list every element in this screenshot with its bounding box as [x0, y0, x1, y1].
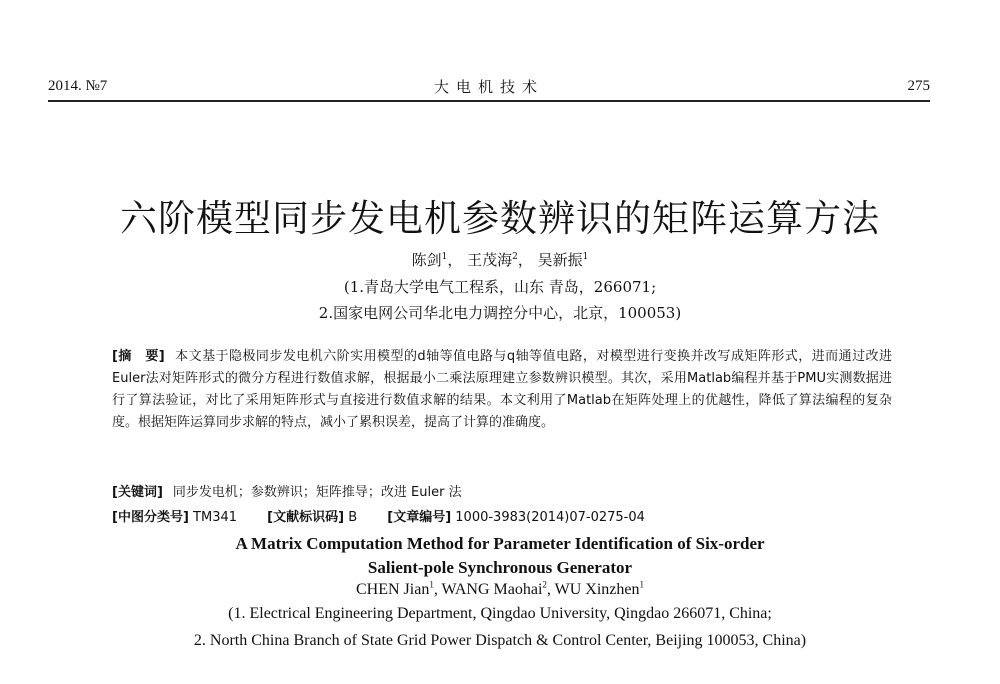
journal-name: 大电机技术 [433, 78, 544, 96]
classification-line [112, 506, 645, 525]
author-name: WANG Maohai [441, 581, 543, 598]
affiliation-chinese-2: 2.国家电网公司华北电力调控分中心，北京，100053) [318, 304, 682, 322]
affiliation-chinese-1: (1.青岛大学电气工程系，山东 青岛，266071; [343, 278, 657, 296]
running-header [48, 72, 930, 100]
author-name: CHEN Jian [356, 581, 430, 598]
doc-code-label: [文献标识码] [267, 510, 345, 525]
author-name: 吴新振 [537, 251, 583, 269]
clc-value: TM341 [193, 510, 238, 525]
keywords-chinese [112, 481, 462, 500]
affiliation-marker: 1 [582, 252, 589, 262]
affiliation-marker: 2 [542, 579, 547, 590]
affiliation-marker: 1 [639, 579, 644, 590]
affiliation-marker: 1 [441, 252, 448, 262]
authors-english: CHEN Jian$^1$, WANG Maohai$^2$, WU Xinzhen$^1$ [356, 579, 644, 598]
author-name: WU Xinzhen [554, 581, 640, 598]
title-chinese: 六阶模型同步发电机参数辨识的矩阵运算方法 [120, 197, 880, 240]
doc-code-value: B [348, 510, 358, 525]
abstract-text: 本文基于隐极同步发电机六阶实用模型的d轴等值电路与q轴等值电路，对模型进行变换并改写成矩阵形式，进而通过改进Euler法对矩阵形式的微分方程进行数值求解，根据最小二乘法原理建立参数辨识模型。其次，采用Matlab编程并基于PMU实测数据进行了算法验证，对比了采用矩阵形式与直接进行数值求解的结果。本文利用了Matlab在矩阵处理上的优越性，降低了算法编程的复杂度。根据矩阵运算同步求解的特点，减小了累积误差，提高了计算的准确度。 [112, 349, 892, 430]
issue-number: 2014. №7 [48, 78, 108, 94]
header-rule [48, 100, 930, 102]
article-number-label: [文章编号] [387, 510, 452, 525]
keywords-label: [关键词] [112, 485, 163, 500]
affiliation-marker: 2 [512, 252, 518, 262]
authors-chinese: 陈剑$^1$， 王茂海$^2$， 吴新振$^1$ [411, 251, 589, 269]
affiliation-english-2: 2. North China Branch of State Grid Power Dispatch & Control Center, Beijing 100053, China) [193, 632, 807, 649]
affiliation-marker: 1 [429, 579, 434, 590]
abstract-chinese [112, 346, 892, 434]
clc-label: [中图分类号] [112, 510, 189, 525]
page-number: 275 [907, 78, 930, 94]
author-name: 陈剑 [411, 251, 442, 269]
keywords-text: 同步发电机；参数辨识；矩阵推导；改进 Euler 法 [172, 485, 462, 500]
affiliation-english-1: (1. Electrical Engineering Department, Qingdao University, Qingdao 266071, China; [228, 605, 772, 622]
abstract-label: [摘 要] [112, 349, 165, 364]
title-english-line-1: A Matrix Computation Method for Parameter Identification of Six-order [235, 534, 765, 553]
title-english-line-2: Salient-pole Synchronous Generator [367, 558, 633, 577]
author-name: 王茂海 [467, 251, 513, 269]
article-number-value: 1000-3983(2014)07-0275-04 [455, 510, 645, 525]
